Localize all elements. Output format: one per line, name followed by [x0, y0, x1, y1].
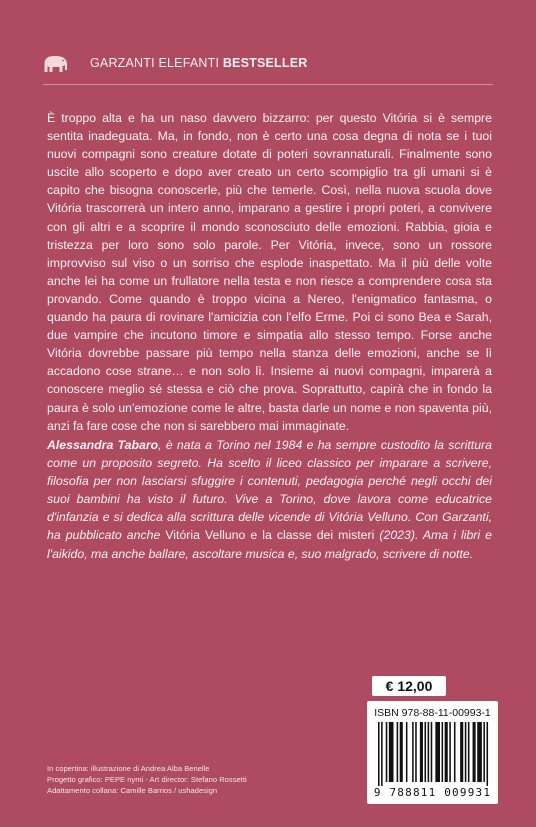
- series-name: BESTSELLER: [222, 56, 308, 70]
- price-label: € 12,00: [372, 676, 446, 696]
- header-divider: [43, 84, 493, 85]
- book-year: (2023): [374, 528, 415, 543]
- series-brand: [90, 56, 307, 70]
- credit-adaptation: Adattamento collana: Camille Barrios / ushadesign: [47, 786, 218, 795]
- barcode-label: [367, 701, 498, 804]
- bio-text-2: . Ama i libri e l'aikido, ma anche ballare, ascoltare musica e, suo malgrado, scrivere di notte.: [47, 528, 492, 561]
- brand-name: GARZANTI ELEFANTI: [90, 56, 220, 70]
- credit-cover: In copertina: illustrazione di Andrea Alba Benelle: [47, 764, 210, 773]
- author-name: Alessandra Tabaro: [47, 438, 159, 452]
- book-title: Vitória Velluno e la classe dei misteri: [165, 528, 375, 543]
- ean-digits: 9 788811 009931: [373, 786, 492, 799]
- header: [0, 48, 536, 88]
- credit-design: Progetto grafico: PEPE nymi - Art director: Stefano Rossetti: [47, 775, 247, 784]
- author-bio: [47, 436, 492, 563]
- elephant-logo-icon: [43, 55, 69, 73]
- credits: [47, 763, 347, 796]
- synopsis-text: È troppo alta e ha un naso davvero bizzarro: per questo Vitória si è sempre sentita inadeguata. Ma, in fondo, non è certo una cosa degna di nota se i tuoi nuovi compagni sono creature dotate di poteri sovrannaturali. Finalmente sono uscite allo scoperto e dopo aver creato un certo scompiglio tra gli umani si è capito che bisogna conoscerle, più che temerle. Così, nella nuova scuola dove Vitória trascorrerà un intero anno, imparano a gestire i propri poteri, a convivere con gli altri e a scoprire il mondo sconosciuto delle emozioni. Rabbia, gioia e tristezza per loro sono solo parole. Per Vitória, invece, sono un rossore improvviso sul viso o un sorriso che esplode inaspettato. Ma il più delle volte anche lei ha come un frullatore nella testa e non riesce a comprendere cosa sta provando. Come quando è troppo vicina a Nereo, l'enigmatico fantasma, o quando ha paura di rovinare l'amicizia con l'elfo Erme. Poi ci sono Bea e Sarah, due vampire che incutono timore e simpatia allo stesso tempo. Forse anche Vitória dovrebbe passare più tempo nella stanza delle emozioni, anche se lì accadono cose strane… e non solo lì. Insieme ai nuovi compagni, imparerà a conoscere meglio sé stessa e ciò che prova. Soprattutto, capirà che in fondo la paura è solo un'emozione come le altre, basta darle un nome e non spaventa più, anzi fa fare cose che non si sarebbero mai immaginate.: [47, 111, 492, 433]
- isbn-text: ISBN 978-88-11-00993-1: [374, 707, 491, 719]
- bio-text-1: , è nata a Torino nel 1984 e ha sempre custodito la scrittura come un proposito segreto. Ha scelto il liceo classico per imparare a scrivere, filosofia per non lasciarsi sfuggire i contenuti, pedagogia perché negli occhi dei suoi bambini ha visto il futuro. Vive a Torino, dove lavora come educatrice d'infanzia e si dedica alla scrittura delle vicende di Vitória Velluno. Con Garzanti, ha pubblicato anche: [47, 438, 492, 543]
- barcode: [376, 722, 489, 786]
